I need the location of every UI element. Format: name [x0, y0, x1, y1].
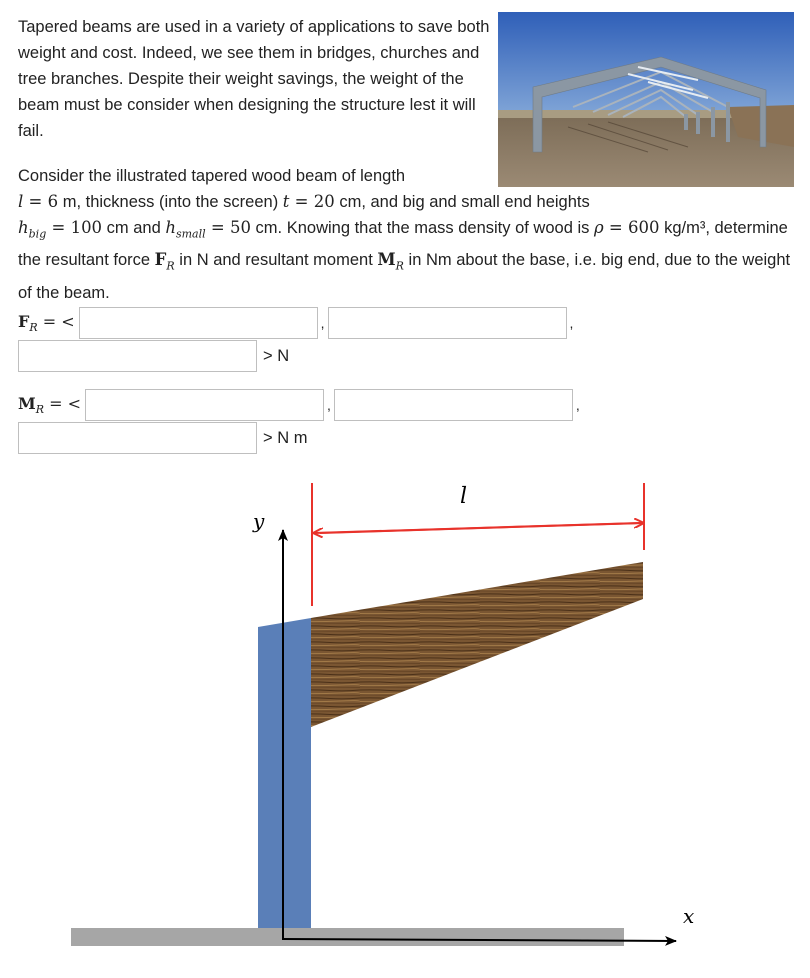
hbig-symbol: h [18, 218, 29, 237]
building-frame-photo [498, 12, 794, 187]
moment-unit: > N m [263, 428, 308, 447]
moment-z-input[interactable] [18, 422, 257, 454]
length-symbol: l [18, 192, 24, 211]
comma-separator: , [320, 315, 325, 331]
moment-label: $M_R$ = < [18, 393, 81, 417]
intro-paragraph: Tapered beams are used in a variety of applications to save both weight and cost. Indeed, we see them in bridges, churches and tree branches. Despite their weight savings, the weight of the beam must be consider when designing the structure lest it will fail. [18, 18, 490, 140]
problem-statement [18, 163, 793, 306]
force-symbol: F [154, 250, 167, 270]
hsmall-value: = 50 [205, 218, 251, 237]
problem-text: Consider the illustrated tapered wood beam of length [18, 167, 406, 185]
hbig-subscript: big [28, 227, 47, 241]
moment-x-input[interactable] [85, 389, 324, 421]
moment-symbol: M [377, 250, 396, 270]
length-label: l [460, 484, 468, 509]
moment-answer-row [18, 389, 583, 421]
problem-text: cm, and big and small end heights [334, 193, 590, 211]
force-answer-row-2 [18, 340, 289, 372]
problem-text: kg/m³, determine the resultant force [18, 219, 788, 270]
hsmall-subscript: small [175, 227, 206, 241]
problem-text: m, thickness (into the screen) [58, 193, 283, 211]
length-value: = 6 [23, 192, 59, 211]
moment-subscript: R [395, 259, 404, 273]
force-x-input[interactable] [79, 307, 318, 339]
force-unit: > N [263, 346, 290, 365]
density-value: = 600 [603, 218, 660, 237]
length-dimension-arrow [314, 523, 640, 533]
moment-answer-row-2 [18, 422, 307, 454]
problem-text: cm and [102, 219, 166, 237]
hsmall-symbol: h [165, 218, 176, 237]
moment-y-input[interactable] [334, 389, 573, 421]
force-answer-row [18, 307, 576, 339]
problem-text: cm. Knowing that the mass density of wood is [250, 219, 594, 237]
force-label: $F_R$ = < [18, 311, 75, 335]
force-subscript: R [166, 259, 175, 273]
y-axis-label: y [253, 509, 265, 533]
hbig-value: = 100 [46, 218, 103, 237]
comma-separator: , [569, 315, 574, 331]
ground-slab [71, 928, 624, 946]
density-symbol: ρ [593, 218, 604, 237]
x-axis-label: x [683, 904, 695, 928]
problem-text: in N and resultant moment [174, 251, 378, 270]
force-y-input[interactable] [328, 307, 567, 339]
tapered-beam-diagram [0, 470, 810, 978]
thickness-symbol: t [282, 192, 290, 211]
force-z-input[interactable] [18, 340, 257, 372]
problem-text: in Nm about the base, i.e. big end, due to the weight of the beam. [18, 251, 791, 302]
comma-separator: , [327, 397, 331, 413]
thickness-value: = 20 [289, 192, 335, 211]
comma-separator: , [575, 397, 580, 413]
support-post [258, 618, 311, 928]
tapered-wood-beam [311, 562, 643, 727]
